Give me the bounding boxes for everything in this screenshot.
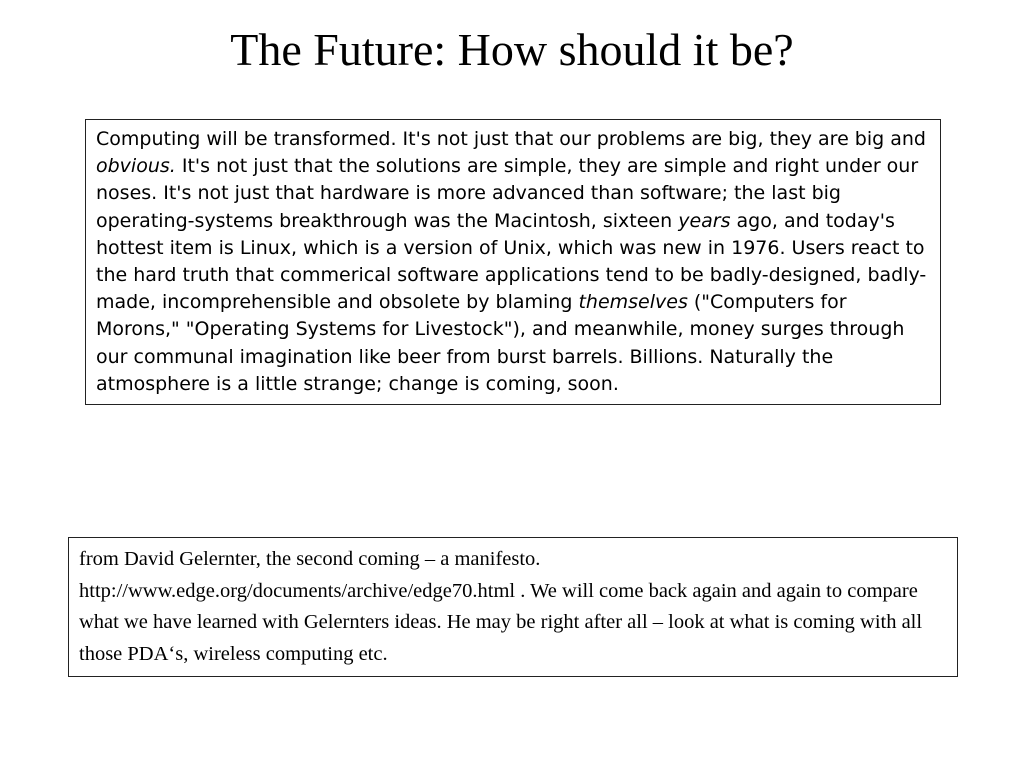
quote-segment: Computing will be transformed. It's not just that our problems are big, they are big and <box>96 128 926 150</box>
quote-box <box>85 119 941 405</box>
quote-text <box>96 126 930 398</box>
quote-segment: It's not just that the solutions are simple, they are simple and right under our noses. It's not just that hardware is more advanced than software; the last big operating-systems breakthrough was the Macintosh, sixteen <box>96 155 919 232</box>
quote-emphasis-obvious: obvious. <box>96 155 176 178</box>
source-text: from David Gelernter, the second coming – a manifesto. http://www.edge.org/documents/archive/edge70.html . We will come back again and again to compare what we have learned with Gelernters ideas. He may be right after all – look at what is coming with all those PDA‘s, wireless computing etc. <box>79 548 923 665</box>
quote-emphasis-years: years <box>678 209 731 232</box>
slide-title: The Future: How should it be? <box>230 24 794 75</box>
source-box <box>68 537 958 677</box>
quote-segment: ("Computers for Morons," "Operating Systems for Livestock"), and meanwhile, money surges through our communal imagination like beer from burst barrels. Billions. Naturally the atmosphere is a little strange; change is coming, soon. <box>96 291 905 395</box>
quote-segment: ago, and today's hottest item is Linux, which is a version of Unix, which was new in 1976. Users react to the hard truth that commerical software applications tend to be badly-designed, badly-made, incomprehensible and obsolete by blaming <box>96 209 927 314</box>
quote-emphasis-themselves: themselves <box>578 291 688 314</box>
